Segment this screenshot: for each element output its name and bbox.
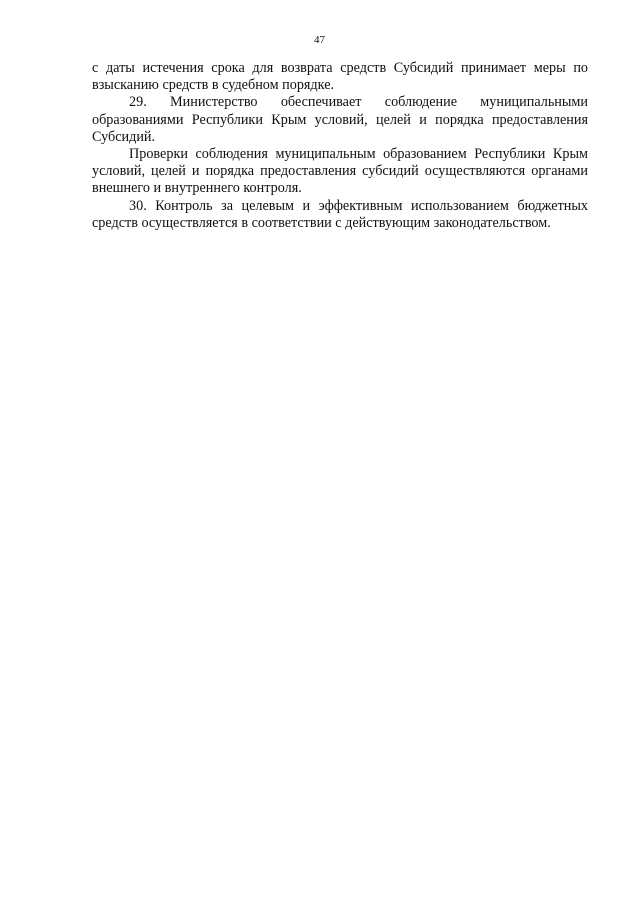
paragraph-continuation: с даты истечения срока для возврата средств Субсидий принимает меры по взысканию средств в судебном порядке. [92, 60, 588, 94]
document-body [92, 60, 588, 232]
paragraph-item-30: 30. Контроль за целевым и эффективным использованием бюджетных средств осуществляется в соответствии с действующим законодательством. [92, 197, 588, 231]
page-number: 47 [314, 34, 325, 46]
paragraph-item-29: 29. Министерство обеспечивает соблюдение муниципальными образованиями Республики Крым условий, целей и порядка предоставления Субсидий. [92, 94, 588, 145]
paragraph-inspections: Проверки соблюдения муниципальным образованием Республики Крым условий, целей и порядка предоставления субсидий осуществляются органами внешнего и внутреннего контроля. [92, 146, 588, 197]
